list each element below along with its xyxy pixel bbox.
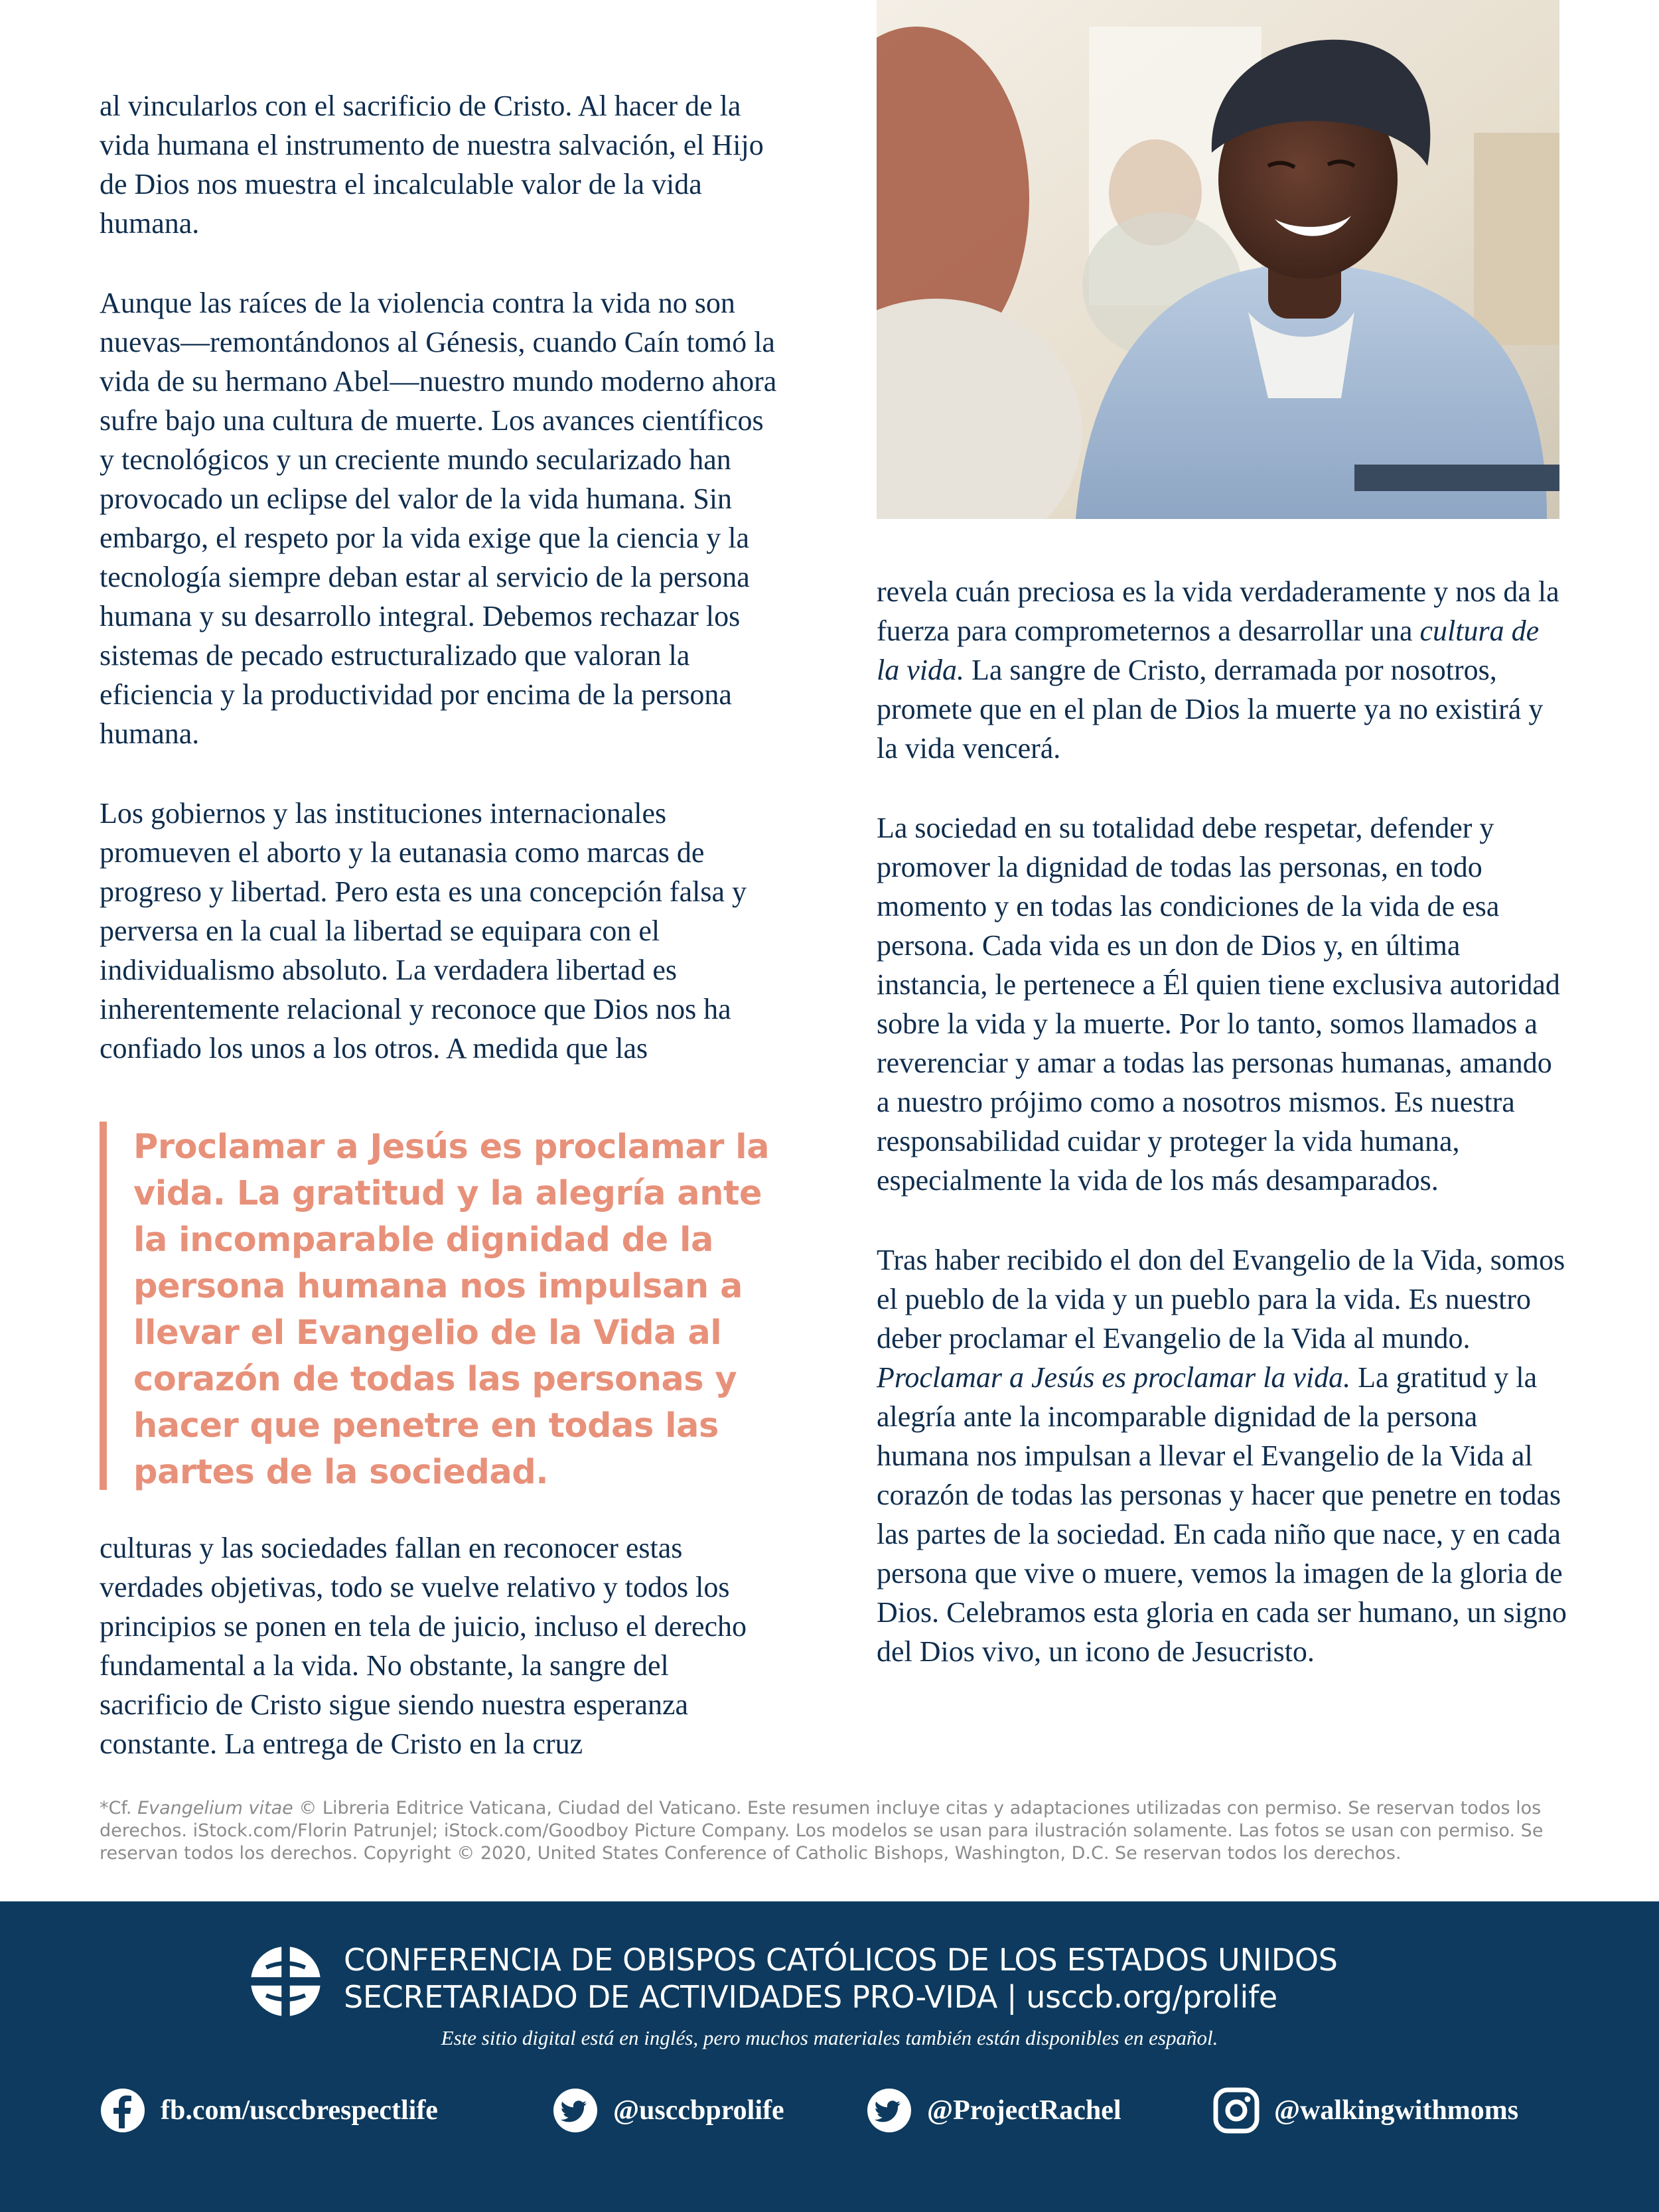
social-facebook[interactable] [100, 2084, 438, 2137]
footnote-text: © Libreria Editrice Vaticana, Ciudad del Vaticano. Este resumen incluye citas y adaptaciones utilizadas con permiso. Se reservan todos los derechos. iStock.com/Florin Patrunjel; iStock.com/Goodboy Picture Company. Los modelos se usan para ilustración solamente. Las fotos se usan con permiso. Se reservan todos los derechos. Copyright © 2020, United States Conference of Catholic Bishops, Washington, D.C. Se reservan todos los derechos. [100, 1798, 1544, 1864]
footnote-source-title: Evangelium vitae [137, 1798, 293, 1818]
pull-quote [100, 1122, 790, 1490]
photo-illustration [877, 0, 1559, 519]
social-label: @walkingwithmoms [1274, 2095, 1519, 2126]
emphasis-text: cultura de la vida. [877, 615, 1540, 686]
body-paragraph: Aunque las raíces de la violencia contra la vida no son nuevas—remontándonos al Génesis, cuando Caín tomó la vida de su hermano Abel—nuestro mundo moderno ahora sufre bajo una cultura de muerte. Los avances científicos y tecnológicos y un creciente mundo secularizado han provocado un eclipse del valor de la vida humana. Sin embargo, el respeto por la vida exige que la ciencia y la tecnología siempre deban estar al servicio de la persona humana y su desarrollo integral. Debemos rechazar los sistemas de pecado estructuralizado que valoran la eficiencia y la productividad por encima de la persona humana. [100, 287, 777, 750]
paragraph-text: Tras haber recibido el don del Evangelio de la Vida, somos el pueblo de la vida y un pueblo para la vida. Es nuestro deber proclamar el Evangelio de la Vida al mundo. [877, 1244, 1565, 1355]
social-twitter-prolife[interactable] [552, 2084, 784, 2137]
footnote [100, 1797, 1559, 1865]
body-paragraph: al vincularlos con el sacrificio de Cristo. Al hacer de la vida humana el instrumento de nuestra salvación, el Hijo de Dios nos muestra el incalculable valor de la vida humana. [100, 90, 764, 240]
social-instagram[interactable] [1213, 2084, 1518, 2137]
left-column-bottom [100, 1528, 783, 1804]
paragraph-text: La sangre de Cristo, derramada por nosotros, promete que en el plan de Dios la muerte ya no existirá y la vida vencerá. [877, 654, 1544, 765]
paragraph-text: La gratitud y la alegría ante la incomparable dignidad de la persona humana nos impulsan a llevar el Evangelio de la Vida al corazón de todas las personas y hacer que penetre en todas las partes de la sociedad. En cada niño que nace, y en cada persona que vive o muere, vemos la imagen de la gloria de Dios. Celebramos esta gloria en cada ser humano, un signo del Dios vivo, un icono de Jesucristo. [877, 1361, 1567, 1668]
website-link[interactable]: usccb.org/prolife [1026, 1979, 1277, 2015]
social-label: fb.com/usccbrespectlife [161, 2095, 438, 2126]
body-paragraph [877, 572, 1567, 768]
separator: | [1007, 1979, 1017, 2015]
social-label: @ProjectRachel [927, 2095, 1121, 2126]
body-paragraph: Los gobiernos y las instituciones internacionales promueven el aborto y la eutanasia como marcas de progreso y libertad. Pero esta es una concepción falsa y perversa en la cual la libertad se equipara con el individualismo absoluto. La verdadera libertad es inherentemente relacional y reconoce que Dios nos ha confiado los unos a los otros. A medida que las [100, 797, 747, 1065]
emphasis-text: Proclamar a Jesús es proclamar la vida. [877, 1361, 1351, 1394]
right-column [877, 572, 1567, 1712]
department-line [344, 1978, 1277, 2016]
body-paragraph: La sociedad en su totalidad debe respetar, defender y promover la dignidad de todas las personas, en todo momento y en todas las condiciones de la vida de esa persona. Cada vida es un don de Dios y, en última instancia, le pertenece a Él quien tiene exclusiva autoridad sobre la vida y la muerte. Por lo tanto, somos llamados a reverenciar y amar a todas las personas humanas, amando a nuestro prójimo como a nosotros mismos. Es nuestra responsabilidad cuidar y proteger la vida humana, especialmente la vida de los más desamparados. [877, 812, 1560, 1197]
footer [0, 1901, 1659, 2212]
instagram-icon [1213, 2087, 1260, 2134]
body-paragraph [877, 1240, 1567, 1671]
language-note: Este sitio digital está en inglés, pero muchos materiales también están disponibles en español. [441, 2026, 1218, 2049]
social-label: @usccbprolife [613, 2095, 784, 2126]
usccb-logo-icon [251, 1947, 321, 2016]
department-name: SECRETARIADO DE ACTIVIDADES PRO-VIDA [344, 1979, 998, 2015]
social-twitter-projectrachel[interactable] [866, 2084, 1121, 2137]
twitter-icon [552, 2087, 599, 2134]
twitter-icon [866, 2087, 912, 2134]
facebook-icon [100, 2087, 146, 2134]
left-column-top [100, 86, 783, 1108]
photo-smiling-elderly-woman [877, 0, 1559, 519]
organization-name: CONFERENCIA DE OBISPOS CATÓLICOS DE LOS ESTADOS UNIDOS [344, 1942, 1338, 1978]
pull-quote-text: Proclamar a Jesús es proclamar la vida. La gratitud y la alegría ante la incomparable dignidad de la persona humana nos impulsan a llevar el Evangelio de la Vida al corazón de todas las personas y hacer que penetre en todas las partes de la sociedad. [133, 1128, 770, 1492]
footnote-prefix: *Cf. [100, 1798, 138, 1818]
body-paragraph: culturas y las sociedades fallan en reconocer estas verdades objetivas, todo se vuelve relativo y todos los principios se ponen en tela de juicio, incluso el derecho fundamental a la vida. No obstante, la sangre del sacrificio de Cristo sigue siendo nuestra esperanza constante. La entrega de Cristo en la cruz [100, 1532, 747, 1760]
paragraph-text: revela cuán preciosa es la vida verdaderamente y nos da la fuerza para comprometernos a desarrollar una [877, 575, 1559, 647]
